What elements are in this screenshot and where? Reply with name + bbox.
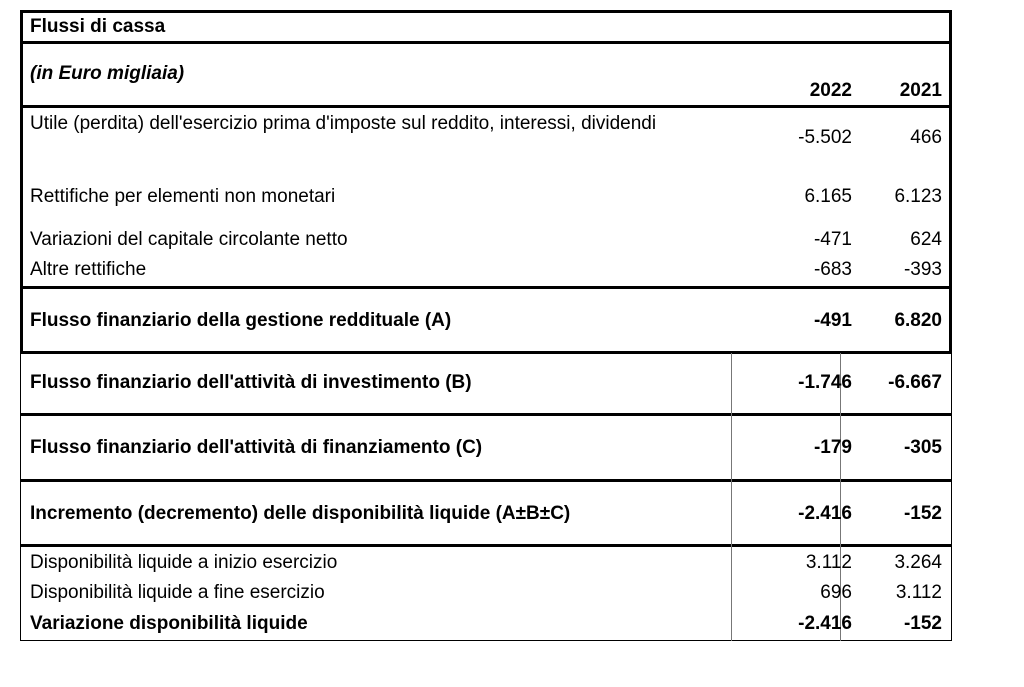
row-value-2021: 3.112: [895, 582, 942, 603]
row-value-2021: -305: [903, 437, 942, 458]
row-label: Disponibilità liquide a fine esercizio: [30, 582, 325, 603]
row-label-total-a: Flusso finanziario della gestione reddituale (A): [30, 310, 452, 331]
border-header: [20, 105, 952, 108]
row-label: Disponibilità liquide a inizio esercizio: [30, 552, 338, 573]
row-value-2022: -179: [813, 437, 852, 458]
row-value-2021: 466: [910, 127, 942, 148]
border-right-thin: [951, 353, 952, 641]
row-value-2022: -683: [813, 259, 852, 280]
border-b-bottom: [20, 413, 952, 416]
table-title: Flussi di cassa: [30, 16, 166, 37]
unit-label: (in Euro migliaia): [30, 63, 185, 84]
row-value-2022: -491: [813, 310, 852, 331]
border-top: [20, 10, 952, 13]
row-value-2021: -6.667: [888, 372, 942, 393]
row-value-2022: -5.502: [798, 127, 852, 148]
border-inc-bottom: [20, 544, 952, 547]
row-value-2022: -2.416: [798, 503, 852, 524]
border-title: [20, 41, 952, 44]
row-value-2021: -152: [903, 613, 942, 634]
row-value-2021: 6.820: [894, 310, 942, 331]
row-label-total-b: Flusso finanziario dell'attività di investimento (B): [30, 372, 472, 393]
row-value-2021: 6.123: [894, 186, 942, 207]
col-divider-1: [731, 353, 732, 641]
border-c-bottom: [20, 479, 952, 482]
border-left-thick: [20, 10, 23, 353]
row-value-2022: 6.165: [804, 186, 852, 207]
row-value-2021: 3.264: [894, 552, 942, 573]
border-a-top: [20, 286, 952, 289]
row-value-2022: 3.112: [805, 552, 852, 573]
row-value-2021: -393: [903, 259, 942, 280]
border-right-thick: [949, 10, 952, 353]
border-left-thin: [20, 353, 21, 641]
row-label: Altre rettifiche: [30, 259, 147, 280]
row-label: Variazioni del capitale circolante netto: [30, 229, 348, 250]
header-2021: 2021: [899, 80, 942, 101]
row-label-total-c: Flusso finanziario dell'attività di finanziamento (C): [30, 437, 483, 458]
border-a-bottom: [20, 351, 952, 354]
border-bottom: [20, 640, 952, 641]
header-2022: 2022: [809, 80, 852, 101]
row-value-2022: -1.746: [798, 372, 852, 393]
row-value-2022: 696: [820, 582, 852, 603]
row-label: Rettifiche per elementi non monetari: [30, 186, 336, 207]
row-value-2021: -152: [903, 503, 942, 524]
row-label-net-change: Incremento (decremento) delle disponibilità liquide (A±B±C): [30, 503, 571, 524]
row-value-2021: 624: [910, 229, 942, 250]
row-label-variation: Variazione disponibilità liquide: [30, 613, 308, 634]
row-value-2022: -471: [813, 229, 852, 250]
row-label: Utile (perdita) dell'esercizio prima d'imposte sul reddito, interessi, dividendi: [30, 113, 657, 134]
row-value-2022: -2.416: [798, 613, 852, 634]
cash-flow-table: [20, 10, 952, 641]
